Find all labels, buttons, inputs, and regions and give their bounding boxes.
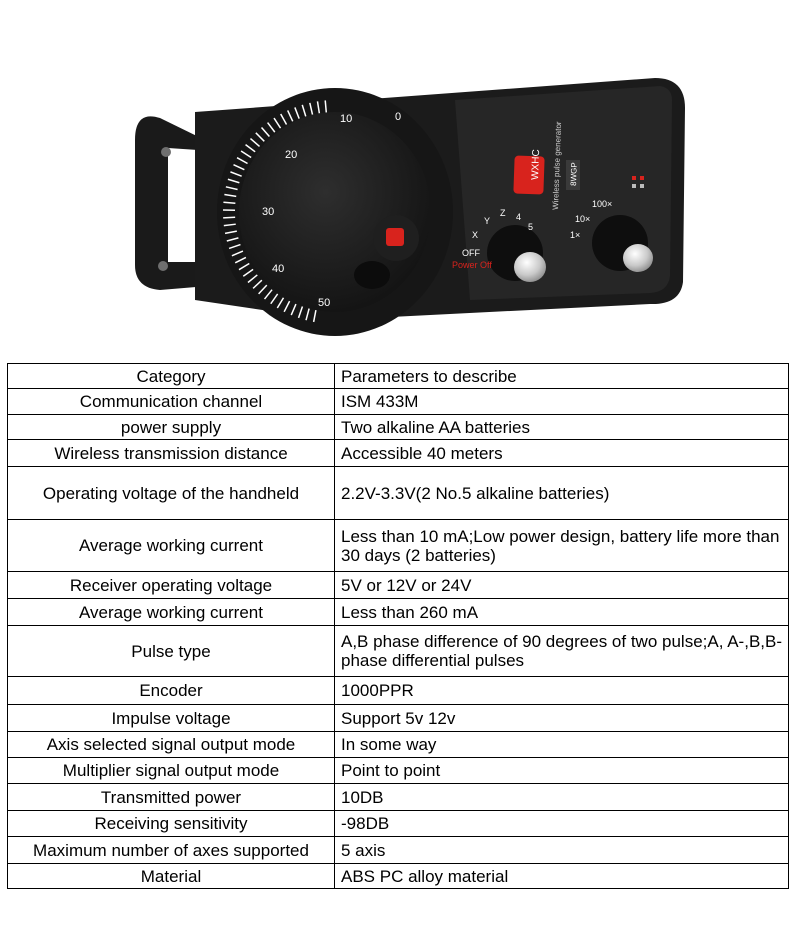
table-row — [8, 758, 789, 784]
dial-number: 30 — [262, 206, 275, 218]
row-category: Wireless transmission distance — [8, 440, 335, 467]
row-category: Receiving sensitivity — [8, 811, 335, 837]
row-value: 2.2V-3.3V(2 No.5 alkaline batteries) — [335, 467, 789, 520]
row-value: Support 5v 12v — [335, 705, 789, 732]
product-label: Wireless pulse generator — [551, 121, 564, 211]
row-category: power supply — [8, 415, 335, 440]
table-row — [8, 864, 789, 889]
multiplier-label: 100× — [592, 199, 613, 209]
table-row — [8, 467, 789, 520]
row-value: 1000PPR — [335, 677, 789, 705]
dial-number: 20 — [285, 149, 298, 161]
screw-icon — [158, 261, 168, 271]
row-category: Average working current — [8, 520, 335, 572]
logo-icon — [386, 228, 404, 246]
axis-label: Z — [500, 208, 506, 218]
dial-wheel — [217, 88, 453, 336]
brand-logo: WXHC — [530, 149, 543, 181]
header-category: Category — [8, 364, 335, 389]
row-value: Point to point — [335, 758, 789, 784]
dial-tick — [223, 217, 235, 218]
row-category: Material — [8, 864, 335, 889]
row-category: Operating voltage of the handheld — [8, 467, 335, 520]
row-value: ABS PC alloy material — [335, 864, 789, 889]
dial-tick — [325, 100, 326, 112]
led-indicator — [632, 184, 636, 188]
dial-tick — [223, 202, 235, 203]
axis-label: OFF — [462, 248, 480, 258]
row-value: Two alkaline AA batteries — [335, 415, 789, 440]
table-row — [8, 389, 789, 415]
axis-label: Y — [484, 216, 491, 226]
multiplier-label: 10× — [575, 214, 591, 224]
axis-label: X — [472, 230, 479, 240]
row-category: Encoder — [8, 677, 335, 705]
row-value: Less than 10 mA;Low power design, battery life more than 30 days (2 batteries) — [335, 520, 789, 572]
axis-label: 4 — [516, 212, 522, 222]
table-row — [8, 626, 789, 677]
led-indicator — [632, 176, 636, 180]
dial-number: 40 — [272, 263, 285, 275]
row-category: Communication channel — [8, 389, 335, 415]
row-value: Accessible 40 meters — [335, 440, 789, 467]
row-category: Transmitted power — [8, 784, 335, 811]
table-row — [8, 677, 789, 705]
multiplier-label: 1× — [570, 230, 581, 240]
model-label: 8WGP — [569, 162, 579, 187]
screw-icon — [161, 147, 171, 157]
row-category: Impulse voltage — [8, 705, 335, 732]
table-header-row — [8, 364, 789, 389]
dial-number: 0 — [395, 111, 402, 123]
table-row — [8, 440, 789, 467]
axis-label: 5 — [528, 222, 534, 232]
table-row — [8, 520, 789, 572]
table-row — [8, 572, 789, 599]
row-category: Axis selected signal output mode — [8, 732, 335, 758]
axis-power-label: Power Off — [452, 260, 492, 270]
row-value: Less than 260 mA — [335, 599, 789, 626]
row-category: Average working current — [8, 599, 335, 626]
dial-number: 10 — [340, 113, 353, 125]
row-category: Multiplier signal output mode — [8, 758, 335, 784]
finger-hole — [354, 261, 390, 289]
row-category: Maximum number of axes supported — [8, 837, 335, 864]
table-row — [8, 784, 789, 811]
row-category: Receiver operating voltage — [8, 572, 335, 599]
row-category: Pulse type — [8, 626, 335, 677]
table-row — [8, 415, 789, 440]
table-row — [8, 599, 789, 626]
product-photo — [0, 0, 800, 350]
row-value: ISM 433M — [335, 389, 789, 415]
row-value: In some way — [335, 732, 789, 758]
row-value: 5V or 12V or 24V — [335, 572, 789, 599]
led-indicator — [640, 184, 644, 188]
table-row — [8, 705, 789, 732]
table-row — [8, 732, 789, 758]
dial-number: 50 — [318, 297, 331, 309]
spec-table — [7, 363, 789, 889]
led-indicator — [640, 176, 644, 180]
row-value: A,B phase difference of 90 degrees of two pulse;A, A-,B,B- phase differential pulses — [335, 626, 789, 677]
row-value: 5 axis — [335, 837, 789, 864]
row-value: 10DB — [335, 784, 789, 811]
table-row — [8, 837, 789, 864]
header-value: Parameters to describe — [335, 364, 789, 389]
row-value: -98DB — [335, 811, 789, 837]
table-row — [8, 811, 789, 837]
